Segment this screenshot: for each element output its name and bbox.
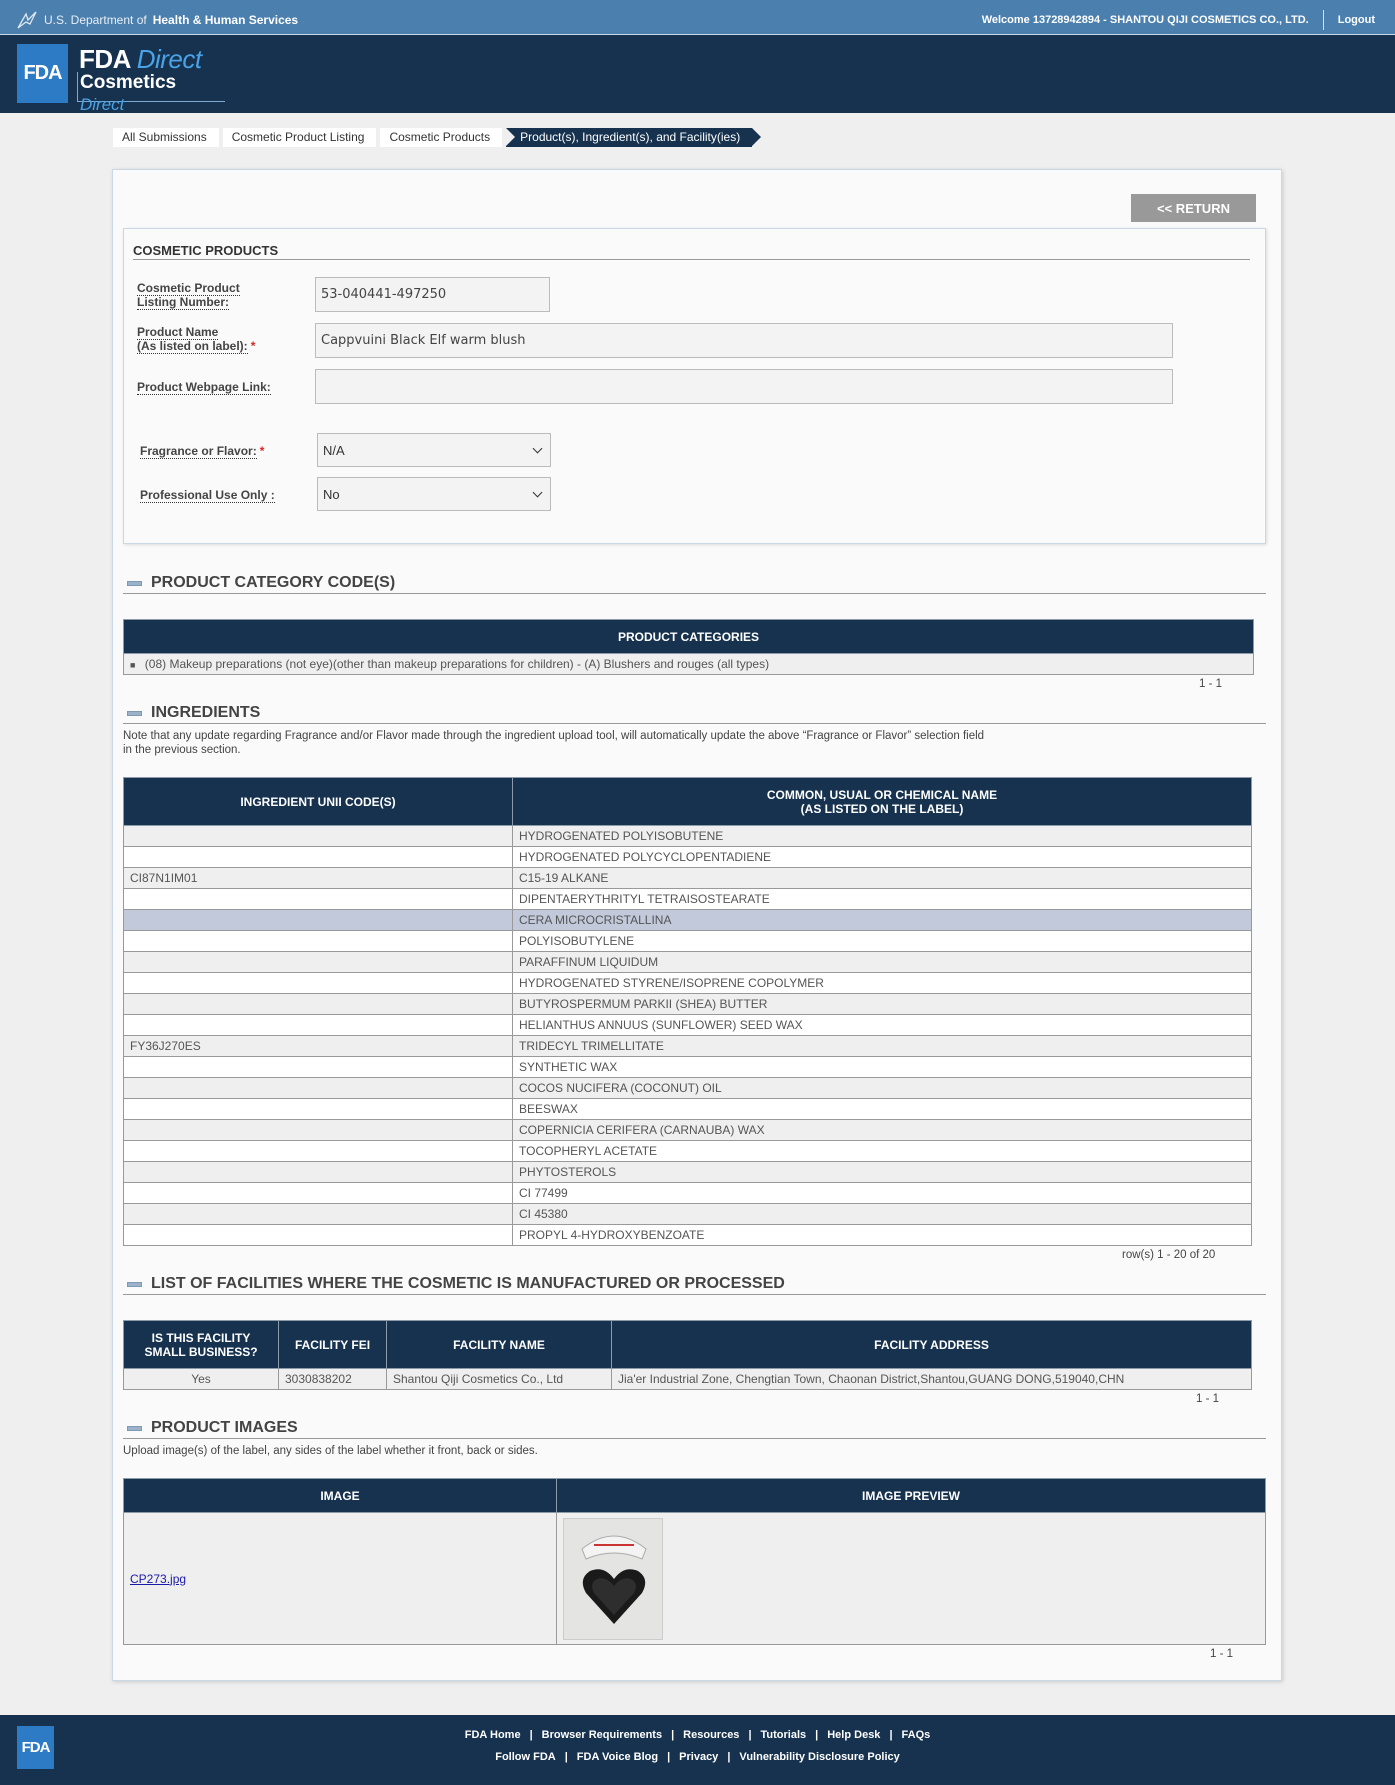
welcome-text: Welcome 13728942894 - SHANTOU QIJI COSMETICS CO., LTD. <box>981 14 1309 26</box>
column-header-preview: IMAGE PREVIEW <box>557 1479 1266 1513</box>
table-row <box>124 889 1252 910</box>
professional-use-label: Professional Use Only : <box>140 488 275 502</box>
unii-code-cell <box>124 931 513 952</box>
table-row <box>124 1183 1252 1204</box>
column-header-unii: INGREDIENT UNII CODE(S) <box>124 778 513 826</box>
unii-code-cell <box>124 889 513 910</box>
table-row <box>124 973 1252 994</box>
unii-code-cell: CI87N1IM01 <box>124 868 513 889</box>
table-row <box>124 1141 1252 1162</box>
ingredients-table <box>123 777 1252 1246</box>
facilities-table <box>123 1320 1252 1390</box>
table-row <box>124 931 1252 952</box>
fragrance-select[interactable] <box>317 433 551 467</box>
table-row <box>124 910 1252 931</box>
webpage-link-field[interactable] <box>315 369 1173 404</box>
images-table <box>123 1478 1266 1645</box>
table-row <box>124 1513 1266 1645</box>
table-row <box>124 1057 1252 1078</box>
ingredient-name-cell: PHYTOSTEROLS <box>513 1162 1252 1183</box>
product-name-field[interactable]: Cappvuini Black Elf warm blush <box>315 323 1173 358</box>
product-name-label: Product Name (As listed on label): * <box>137 325 256 353</box>
listing-number-field[interactable]: 53-040441-497250 <box>315 277 550 312</box>
column-header: PRODUCT CATEGORIES <box>124 620 1254 654</box>
unii-code-cell: FY36J270ES <box>124 1036 513 1057</box>
cosmetic-products-title: COSMETIC PRODUCTS <box>133 243 279 258</box>
unii-code-cell <box>124 1078 513 1099</box>
collapse-icon[interactable] <box>127 1282 142 1287</box>
facility-address-cell: Jia'er Industrial Zone, Chengtian Town, Chaonan District,Shantou,GUANG DONG,519040,CHN <box>612 1369 1252 1390</box>
footer-links-row-1: FDA Home | Browser Requirements | Resources | Tutorials | Help Desk | FAQs <box>464 1729 931 1741</box>
professional-use-selected: No <box>323 486 340 502</box>
table-row <box>124 1120 1252 1141</box>
unii-code-cell <box>124 1225 513 1246</box>
table-row <box>124 1369 1252 1390</box>
unii-code-cell <box>124 1141 513 1162</box>
brand-direct2-text: Direct <box>80 95 125 114</box>
fda-logo[interactable]: FDA <box>17 44 68 103</box>
brand-fda-text: FDA <box>79 44 130 74</box>
listing-number-label: Cosmetic Product Listing Number: <box>137 281 240 309</box>
footer-link-tutorials[interactable]: Tutorials <box>760 1729 807 1741</box>
footer-link-vulnerability-policy[interactable]: Vulnerability Disclosure Policy <box>739 1751 900 1763</box>
table-row <box>124 868 1252 889</box>
category-pager: 1 - 1 <box>1199 678 1223 690</box>
ingredient-name-cell: C15-19 ALKANE <box>513 868 1252 889</box>
table-row <box>124 1036 1252 1057</box>
product-image-thumbnail[interactable] <box>563 1518 663 1640</box>
ingredient-name-cell: TOCOPHERYL ACETATE <box>513 1141 1252 1162</box>
footer-link-follow-fda[interactable]: Follow FDA <box>495 1751 556 1763</box>
divider <box>123 593 1266 594</box>
hhs-top-bar <box>0 0 1395 35</box>
table-row <box>124 1015 1252 1036</box>
unii-code-cell <box>124 847 513 868</box>
ingredient-name-cell: HYDROGENATED POLYISOBUTENE <box>513 826 1252 847</box>
ingredient-name-cell: BEESWAX <box>513 1099 1252 1120</box>
facilities-section-heading[interactable]: LIST OF FACILITIES WHERE THE COSMETIC IS MANUFACTURED OR PROCESSED <box>127 1275 785 1293</box>
unii-code-cell <box>124 1120 513 1141</box>
collapse-icon[interactable] <box>127 581 142 586</box>
collapse-icon[interactable] <box>127 1426 142 1431</box>
divider <box>133 259 1250 260</box>
footer <box>0 1715 1395 1785</box>
ingredients-note: Note that any update regarding Fragrance and/or Flavor made through the ingredient upload tool, will automatically update the above “Fragrance or Flavor” selection field in the previous section. <box>123 730 985 756</box>
user-area <box>982 10 1375 30</box>
breadcrumb-current: Product(s), Ingredient(s), and Facility(ies) <box>506 128 752 147</box>
chevron-down-icon <box>533 443 543 453</box>
unii-code-cell <box>124 952 513 973</box>
unii-code-cell <box>124 1015 513 1036</box>
hhs-branding <box>16 10 298 30</box>
table-row <box>124 994 1252 1015</box>
table-row <box>124 1225 1252 1246</box>
unii-code-cell <box>124 1204 513 1225</box>
footer-link-fda-home[interactable]: FDA Home <box>464 1729 521 1741</box>
ingredient-name-cell: HYDROGENATED STYRENE/ISOPRENE COPOLYMER <box>513 973 1252 994</box>
return-button[interactable]: << RETURN <box>1131 194 1256 222</box>
unii-code-cell <box>124 1183 513 1204</box>
column-header-facility-address: FACILITY ADDRESS <box>612 1321 1252 1369</box>
footer-fda-logo[interactable]: FDA <box>17 1726 54 1769</box>
image-file-cell <box>124 1513 557 1645</box>
images-pager: 1 - 1 <box>1210 1648 1234 1660</box>
ingredient-name-cell: SYNTHETIC WAX <box>513 1057 1252 1078</box>
brand-cosmetics-text: Cosmetics <box>80 72 177 93</box>
table-row <box>124 1099 1252 1120</box>
divider <box>1323 10 1324 30</box>
fda-direct-wordmark <box>79 44 202 75</box>
table-row <box>124 1162 1252 1183</box>
facilities-pager: 1 - 1 <box>1196 1393 1220 1405</box>
column-header-image: IMAGE <box>124 1479 557 1513</box>
small-business-cell: Yes <box>124 1369 279 1390</box>
images-section-heading[interactable]: PRODUCT IMAGES <box>127 1419 298 1437</box>
ingredient-name-cell: PARAFFINUM LIQUIDUM <box>513 952 1252 973</box>
table-row <box>124 1204 1252 1225</box>
bullet-icon: ■ <box>130 660 136 670</box>
ingredient-name-cell: HELIANTHUS ANNUUS (SUNFLOWER) SEED WAX <box>513 1015 1252 1036</box>
column-header-name: COMMON, USUAL OR CHEMICAL NAME (AS LISTED ON THE LABEL) <box>513 778 1252 826</box>
table-row <box>124 654 1254 675</box>
column-header-facility-name: FACILITY NAME <box>387 1321 612 1369</box>
product-image <box>564 1519 663 1640</box>
divider <box>123 1438 1266 1439</box>
ingredient-name-cell: BUTYROSPERMUM PARKII (SHEA) BUTTER <box>513 994 1252 1015</box>
fei-cell: 3030838202 <box>279 1369 387 1390</box>
image-file-link[interactable]: CP273.jpg <box>130 1571 187 1586</box>
ingredients-pager: row(s) 1 - 20 of 20 <box>1122 1249 1216 1261</box>
ingredient-name-cell: CI 77499 <box>513 1183 1252 1204</box>
professional-use-select[interactable] <box>317 477 551 511</box>
table-row <box>124 1078 1252 1099</box>
breadcrumb-cosmetic-product-listing[interactable]: Cosmetic Product Listing <box>223 128 377 147</box>
brand-direct-text: Direct <box>136 44 202 74</box>
hhs-eagle-icon <box>16 10 38 30</box>
ingredient-name-cell: DIPENTAERYTHRITYL TETRAISOSTEARATE <box>513 889 1252 910</box>
table-row <box>124 826 1252 847</box>
footer-links-row-2: Follow FDA | FDA Voice Blog | Privacy | Vulnerability Disclosure Policy <box>495 1751 900 1763</box>
ingredient-name-cell: POLYISOBUTYLENE <box>513 931 1252 952</box>
breadcrumb-cosmetic-products[interactable]: Cosmetic Products <box>380 128 502 147</box>
ingredient-name-cell: CERA MICROCRISTALLINA <box>513 910 1252 931</box>
facility-name-cell: Shantou Qiji Cosmetics Co., Ltd <box>387 1369 612 1390</box>
dept-prefix: U.S. Department of <box>44 13 147 27</box>
footer-link-voice-blog[interactable]: FDA Voice Blog <box>576 1751 659 1763</box>
required-mark: * <box>250 339 256 353</box>
cosmetics-direct-wordmark <box>77 72 225 114</box>
breadcrumb-all-submissions[interactable]: All Submissions <box>113 128 219 147</box>
unii-code-cell <box>124 1057 513 1078</box>
unii-code-cell <box>124 994 513 1015</box>
footer-link-help-desk[interactable]: Help Desk <box>827 1729 881 1741</box>
footer-link-resources[interactable]: Resources <box>683 1729 740 1741</box>
unii-code-cell <box>124 826 513 847</box>
required-mark: * <box>259 444 265 458</box>
ingredient-name-cell: COCOS NUCIFERA (COCONUT) OIL <box>513 1078 1252 1099</box>
footer-link-faqs[interactable]: FAQs <box>901 1729 931 1741</box>
table-row <box>124 847 1252 868</box>
logout-link[interactable]: Logout <box>1337 14 1375 26</box>
chevron-down-icon <box>533 487 543 497</box>
footer-link-privacy[interactable]: Privacy <box>679 1751 719 1763</box>
webpage-link-label: Product Webpage Link: <box>137 380 271 394</box>
footer-link-browser-requirements[interactable]: Browser Requirements <box>541 1729 663 1741</box>
ingredient-name-cell: COPERNICIA CERIFERA (CARNAUBA) WAX <box>513 1120 1252 1141</box>
collapse-icon[interactable] <box>127 711 142 716</box>
ingredient-name-cell: HYDROGENATED POLYCYCLOPENTADIENE <box>513 847 1252 868</box>
column-header-small-business: IS THIS FACILITY SMALL BUSINESS? <box>124 1321 279 1369</box>
ingredients-section-heading[interactable]: INGREDIENTS <box>127 704 260 722</box>
app-header <box>0 35 1395 113</box>
ingredient-name-cell: CI 45380 <box>513 1204 1252 1225</box>
fragrance-selected: N/A <box>323 442 345 458</box>
divider <box>123 723 1266 724</box>
unii-code-cell <box>124 1162 513 1183</box>
images-note: Upload image(s) of the label, any sides of the label whether it front, back or sides. <box>123 1445 538 1457</box>
category-table <box>123 619 1254 675</box>
category-cell: ■ (08) Makeup preparations (not eye)(other than makeup preparations for children) - (A) Blushers and rouges (all types) <box>124 654 1254 675</box>
unii-code-cell <box>124 973 513 994</box>
unii-code-cell <box>124 1099 513 1120</box>
table-row <box>124 952 1252 973</box>
column-header-fei: FACILITY FEI <box>279 1321 387 1369</box>
unii-code-cell <box>124 910 513 931</box>
ingredient-name-cell: TRIDECYL TRIMELLITATE <box>513 1036 1252 1057</box>
ingredient-name-cell: PROPYL 4-HYDROXYBENZOATE <box>513 1225 1252 1246</box>
breadcrumb <box>113 128 756 147</box>
fragrance-label: Fragrance or Flavor: * <box>140 444 265 458</box>
category-section-heading[interactable]: PRODUCT CATEGORY CODE(S) <box>127 574 395 592</box>
dept-name: Health & Human Services <box>152 13 299 27</box>
image-preview-cell <box>557 1513 1266 1645</box>
divider <box>123 1294 1266 1295</box>
